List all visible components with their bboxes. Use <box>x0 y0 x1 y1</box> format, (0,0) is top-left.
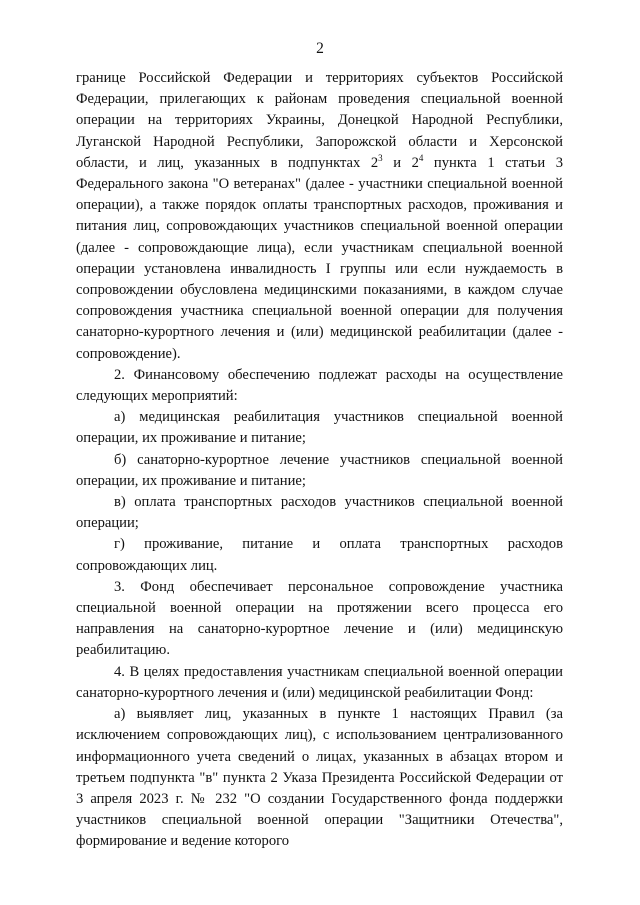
text-run: а) медицинская реабилитация участников специальной военной операции, их проживание и питание; <box>76 409 563 447</box>
paragraph <box>76 577 563 662</box>
text-run: б) санаторно-курортное лечение участников специальной военной операции, их проживание и питание; <box>76 451 563 489</box>
paragraph <box>76 662 563 704</box>
text-run: а) выявляет лиц, указанных в пункте 1 настоящих Правил (за исключением сопровождающих лиц), с использованием централизованного информационного учета сведений о лицах, указанных в абзацах втором и третьем подпункта "в" пункта 2 Указа Президента Российской Федерации от 3 апреля 2023 г. № 232 "О создании Государственного фонда поддержки участников специальной военной операции "Защитники Отечества", формирование и ведение которого <box>76 706 563 850</box>
paragraph <box>76 407 563 449</box>
text-run: и 2 <box>382 154 419 171</box>
paragraph <box>76 534 563 576</box>
paragraph <box>76 704 563 852</box>
page-number: 2 <box>316 40 324 57</box>
text-run: границе Российской Федерации и территориях субъектов Российской Федерации, прилегающих к районам проведения специальной военной операции на территориях Украины, Донецкой Народной Республики, Луганской Народной Республики, Запорожской области и Херсонской области, и лиц, указанных в подпунктах 2 <box>76 70 563 171</box>
superscript-index: 4 <box>418 152 424 163</box>
paragraph <box>76 365 563 407</box>
paragraph <box>76 68 563 365</box>
document-body <box>76 68 563 853</box>
paragraph <box>76 492 563 534</box>
text-run: в) оплата транспортных расходов участников специальной военной операции; <box>76 494 563 532</box>
text-run: 3. Фонд обеспечивает персональное сопровождение участника специальной военной операции на протяжении всего процесса его направления на санаторно-курортное лечение и (или) медицинскую реабилитацию. <box>76 578 563 659</box>
superscript-index: 3 <box>378 152 383 163</box>
text-run: пункта 1 статьи 3 Федерального закона "О ветеранах" (далее - участники специальной военной операции), а также порядок оплаты транспортных расходов, проживания и питания лиц, сопровождающих участников специальной военной операции (далее - сопровождающие лица), если участникам специальной военной операции установлена инвалидность I группы или если нуждаемость в сопровождении обусловлена медицинскими показаниями, в каждом случае сопровождения участника специальной военной операции для получения санаторно-курортного лечения и (или) медицинской реабилитации (далее - сопровождение). <box>76 154 563 362</box>
paragraph <box>76 450 563 492</box>
text-run: 2. Финансовому обеспечению подлежат расходы на осуществление следующих мероприятий: <box>76 366 563 405</box>
text-run: 4. В целях предоставления участникам специальной военной операции санаторно-курортного лечения и (или) медицинской реабилитации Фонд: <box>76 663 563 701</box>
text-run: г) проживание, питание и оплата транспортных расходов сопровождающих лиц. <box>76 536 563 574</box>
